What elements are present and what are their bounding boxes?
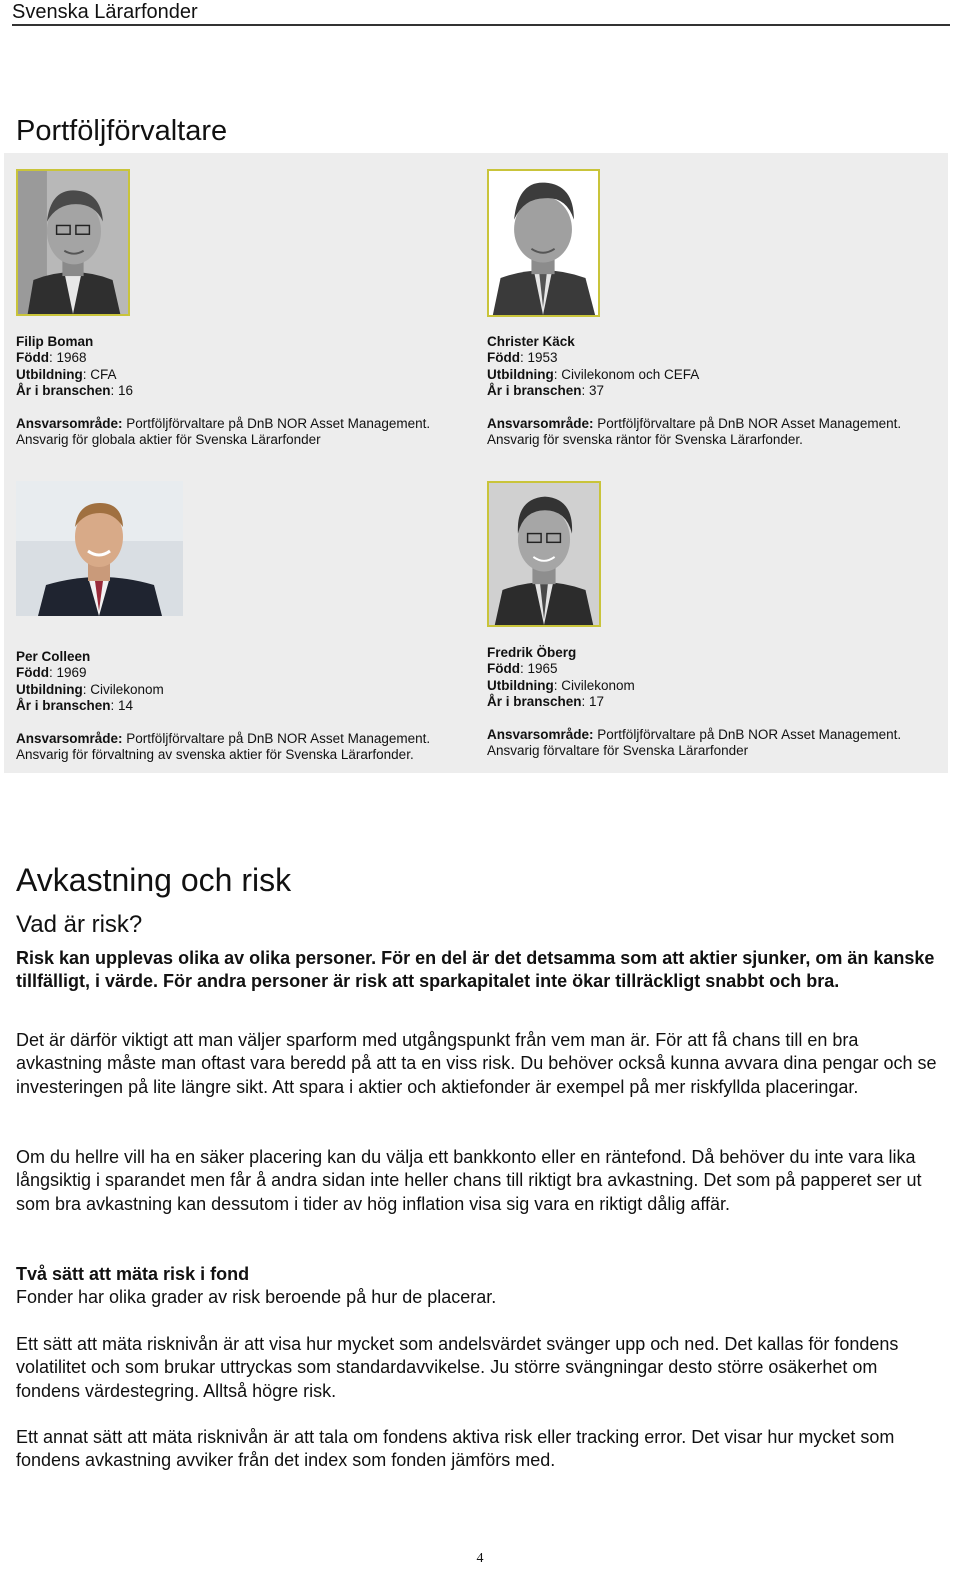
responsibility-label: Ansvarsområde: bbox=[16, 730, 123, 746]
education-value: : Civilekonom och CEFA bbox=[553, 366, 700, 382]
risk-paragraph-4: Ett annat sätt att mäta risknivån är att tala om fondens aktiva risk eller tracking error. Det visar hur mycket som fondens avkastning avviker från det index som fonden jämförs med. bbox=[16, 1427, 895, 1471]
industry-value: : 16 bbox=[110, 383, 134, 399]
person-name: Filip Boman bbox=[16, 334, 94, 349]
document-header bbox=[12, 0, 950, 26]
responsibility-value: Portföljförvaltare på DnB NOR Asset Management. bbox=[593, 415, 902, 431]
born-label: Född bbox=[16, 665, 49, 681]
born-label: Född bbox=[16, 350, 49, 366]
person-card-filip-boman bbox=[16, 334, 430, 448]
born-value: : 1969 bbox=[49, 665, 87, 681]
responsibility-detail: Ansvarig förvaltare för Svenska Lärarfonder bbox=[487, 743, 749, 759]
education-value: : Civilekonom bbox=[553, 677, 635, 693]
education-label: Utbildning bbox=[487, 366, 554, 382]
page-number: 4 bbox=[476, 1551, 484, 1566]
person-name: Per Colleen bbox=[16, 649, 91, 664]
person-card-per-colleen bbox=[16, 649, 430, 763]
responsibility-value: Portföljförvaltare på DnB NOR Asset Management. bbox=[122, 415, 431, 431]
born-value: : 1968 bbox=[49, 350, 87, 366]
christer-kack-photo bbox=[487, 169, 600, 317]
responsibility-label: Ansvarsområde: bbox=[16, 415, 123, 431]
industry-label: År i branschen bbox=[16, 383, 111, 399]
risk-paragraph-2: Om du hellre vill ha en säker placering kan du välja ett bankkonto eller en räntefond. Då behöver du inte vara lika långsiktig i sparandet men får å andra sidan inte heller chans till riktigt bra avkastning. Det som på papperet ser ut som bra avkastning kan dessutom i tider av hög inflation visa sig vara en riktigt dålig affär. bbox=[16, 1147, 922, 1214]
born-label: Född bbox=[487, 661, 520, 677]
industry-label: År i branschen bbox=[16, 698, 111, 714]
responsibility-value: Portföljförvaltare på DnB NOR Asset Management. bbox=[122, 730, 431, 746]
risk-section-title: Avkastning och risk bbox=[16, 862, 292, 898]
risk-subtitle: Vad är risk? bbox=[16, 911, 143, 938]
education-value: : CFA bbox=[82, 366, 117, 382]
managers-section-title: Portföljförvaltare bbox=[16, 115, 228, 147]
responsibility-label: Ansvarsområde: bbox=[487, 726, 594, 742]
born-value: : 1953 bbox=[520, 350, 558, 366]
education-value: : Civilekonom bbox=[82, 681, 164, 697]
measure-heading: Två sätt att mäta risk i fond bbox=[16, 1264, 250, 1284]
responsibility-detail: Ansvarig för globala aktier för Svenska Lärarfonder bbox=[16, 432, 321, 448]
responsibility-label: Ansvarsområde: bbox=[487, 415, 594, 431]
responsibility-detail: Ansvarig för svenska räntor för Svenska Lärarfonder. bbox=[487, 432, 803, 448]
responsibility-detail: Ansvarig för förvaltning av svenska aktier för Svenska Lärarfonder. bbox=[16, 747, 414, 763]
born-value: : 1965 bbox=[520, 661, 558, 677]
person-card-fredrik-oberg bbox=[487, 645, 901, 759]
person-card-christer-kack bbox=[487, 334, 901, 448]
risk-paragraph-1: Det är därför viktigt att man väljer sparform med utgångspunkt från vem man är. För att få chans till en bra avkastning måste man oftast vara beredd på att ta en viss risk. Du behöver också kunna avvara dina pengar och se investeringen på lite längre sikt. Att spara i aktier och aktiefonder är exempel på mer riskfyllda placeringar. bbox=[16, 1030, 937, 1097]
industry-label: År i branschen bbox=[487, 694, 582, 710]
measure-intro: Fonder har olika grader av risk beroende på hur de placerar. bbox=[16, 1287, 497, 1307]
industry-value: : 37 bbox=[581, 383, 605, 399]
industry-label: År i branschen bbox=[487, 383, 582, 399]
industry-value: : 14 bbox=[110, 698, 134, 714]
fredrik-oberg-photo bbox=[487, 481, 601, 627]
per-colleen-photo bbox=[16, 481, 183, 616]
risk-intro: Risk kan upplevas olika av olika personer. För en del är det detsamma som att aktier sjunker, om än kanske tillfälligt, i värde. För andra personer är risk att sparkapitalet inte ökar tillräckligt snabbt och bra. bbox=[16, 948, 935, 992]
risk-paragraph-3: Ett sätt att mäta risknivån är att visa hur mycket som andelsvärdet svänger upp och ned. Det kallas för fondens volatilitet och som brukar uttryckas som standardavvikelse. Ju större svängningar desto större osäkerhet om fondens värdestegring. Alltså högre risk. bbox=[16, 1334, 899, 1401]
education-label: Utbildning bbox=[16, 681, 83, 697]
header-title: Svenska Lärarfonder bbox=[12, 1, 198, 23]
education-label: Utbildning bbox=[16, 366, 83, 382]
person-name: Christer Käck bbox=[487, 334, 575, 349]
industry-value: : 17 bbox=[581, 694, 605, 710]
filip-boman-photo bbox=[16, 169, 130, 316]
born-label: Född bbox=[487, 350, 520, 366]
education-label: Utbildning bbox=[487, 677, 554, 693]
person-name: Fredrik Öberg bbox=[487, 645, 577, 660]
responsibility-value: Portföljförvaltare på DnB NOR Asset Management. bbox=[593, 726, 902, 742]
